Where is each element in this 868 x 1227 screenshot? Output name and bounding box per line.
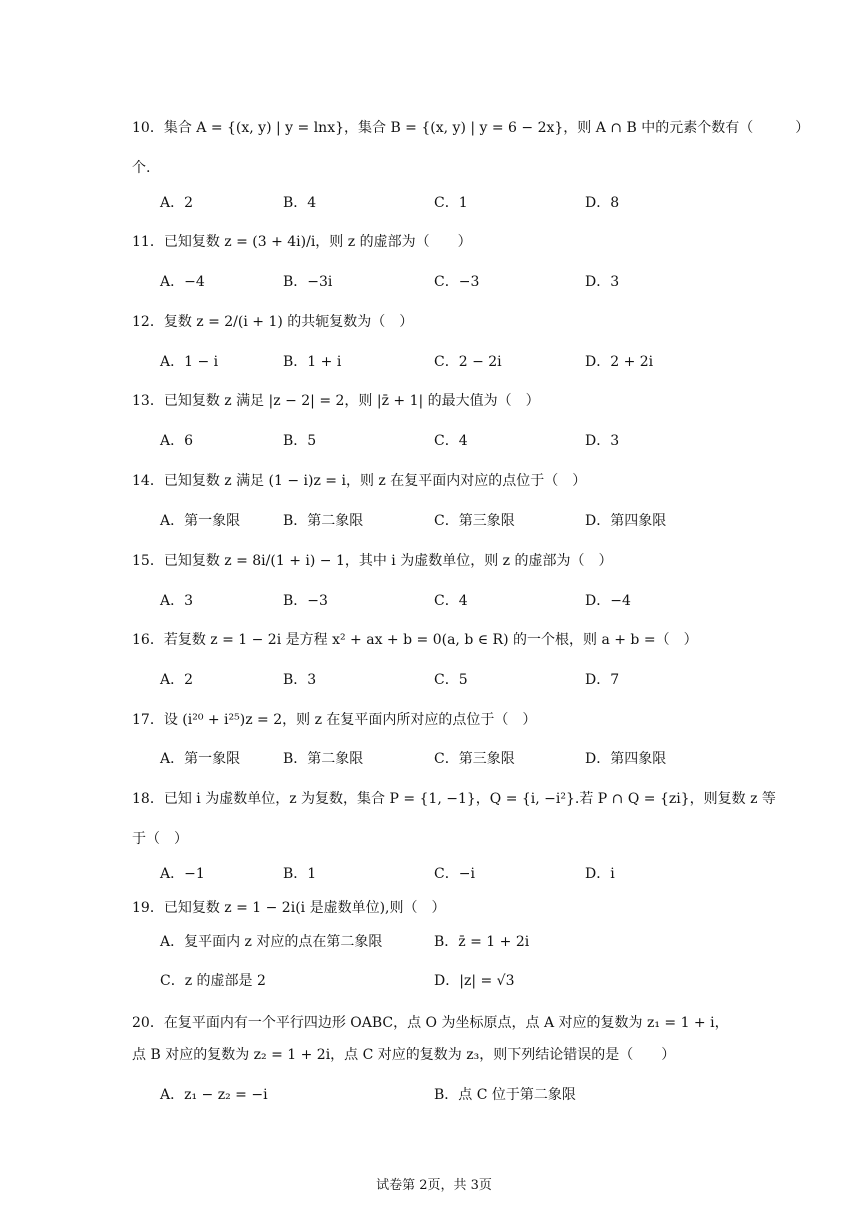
question-18-options	[0, 862, 868, 886]
option-c: C．4	[434, 433, 468, 449]
option-c: C．第三象限	[434, 513, 515, 529]
question-12-options	[0, 350, 868, 374]
question-10-line-2: 个.	[132, 160, 151, 176]
question-10-line-1: 10．集合 A = {(x, y) | y = lnx}，集合 B = {(x, y) | y = 6 − 2x}，则 A ∩ B 中的元素个数有（ ）	[132, 120, 810, 136]
option-b: B．点 C 位于第二象限	[434, 1087, 576, 1103]
option-d: D．3	[585, 433, 620, 449]
option-b: B．z̄ = 1 + 2i	[434, 934, 530, 950]
option-a: A．−1	[160, 866, 205, 882]
question-11-options	[0, 270, 868, 294]
option-b: B．第二象限	[283, 751, 364, 767]
option-a: A．6	[160, 433, 194, 449]
option-c: C．1	[434, 195, 468, 211]
option-b: B．−3i	[283, 274, 333, 290]
question-14-line-1: 14．已知复数 z 满足 (1 − i)z = i，则 z 在复平面内对应的点位于（ ）	[132, 473, 587, 489]
option-a: A．1 − i	[160, 354, 219, 370]
option-d: D．第四象限	[585, 513, 667, 529]
option-b: B．3	[283, 672, 317, 688]
option-d: D．−4	[585, 593, 631, 609]
page-footer: 试卷第 2页，共 3页	[376, 1178, 492, 1193]
option-a: A．2	[160, 195, 194, 211]
question-16-options	[0, 668, 868, 692]
option-a: A．复平面内 z 对应的点在第二象限	[160, 934, 383, 950]
option-c: C．−3	[434, 274, 480, 290]
option-c: C．第三象限	[434, 751, 515, 767]
option-b: B．4	[283, 195, 317, 211]
option-a: A．z₁ − z₂ = −i	[160, 1087, 268, 1103]
option-c: C．5	[434, 672, 468, 688]
question-17-options	[0, 747, 868, 771]
question-13-line-1: 13．已知复数 z 满足 |z − 2| = 2，则 |z̄ + 1| 的最大值为（ ）	[132, 393, 540, 409]
option-c: C．4	[434, 593, 468, 609]
question-19-options-row-1	[0, 930, 868, 954]
option-a: A．第一象限	[160, 751, 241, 767]
question-10-options	[0, 191, 868, 215]
question-18-line-2: 于（ ）	[132, 831, 188, 847]
question-12-line-1: 12．复数 z = 2/(i + 1) 的共轭复数为（ ）	[132, 314, 414, 330]
option-d: D．3	[585, 274, 620, 290]
option-d: D．|z| = √3	[434, 973, 515, 989]
option-d: D．i	[585, 866, 615, 882]
question-17-line-1: 17．设 (i²⁰ + i²⁵)z = 2，则 z 在复平面内所对应的点位于（ ）	[132, 712, 537, 728]
question-13-options	[0, 429, 868, 453]
option-b: B．第二象限	[283, 513, 364, 529]
option-a: A．−4	[160, 274, 205, 290]
question-16-line-1: 16．若复数 z = 1 − 2i 是方程 x² + ax + b = 0(a, b ∈ R) 的一个根，则 a + b =（ ）	[132, 632, 698, 648]
question-14-options	[0, 509, 868, 533]
option-b: B．1	[283, 866, 317, 882]
question-20-line-1: 20．在复平面内有一个平行四边形 OABC，点 O 为坐标原点，点 A 对应的复数为 z₁ = 1 + i，	[132, 1015, 729, 1031]
question-15-line-1: 15．已知复数 z = 8i/(1 + i) − 1，其中 i 为虚数单位，则 z 的虚部为（ ）	[132, 553, 613, 569]
question-19-options-row-2	[0, 969, 868, 993]
option-a: A．2	[160, 672, 194, 688]
question-11-line-1: 11．已知复数 z = (3 + 4i)/i，则 z 的虚部为（ ）	[132, 234, 472, 250]
option-c: C．2 − 2i	[434, 354, 502, 370]
option-c: C．z 的虚部是 2	[160, 973, 266, 989]
option-b: B．−3	[283, 593, 328, 609]
question-15-options	[0, 589, 868, 613]
question-19-line-1: 19．已知复数 z = 1 − 2i(i 是虚数单位),则（ ）	[132, 900, 446, 916]
question-18-line-1: 18．已知 i 为虚数单位，z 为复数，集合 P = {1, −1}，Q = {i, −i²}.若 P ∩ Q = {zi}，则复数 z 等	[132, 791, 776, 807]
option-b: B．1 + i	[283, 354, 342, 370]
option-d: D．2 + 2i	[585, 354, 654, 370]
option-d: D．7	[585, 672, 620, 688]
option-b: B．5	[283, 433, 317, 449]
option-a: A．第一象限	[160, 513, 241, 529]
option-a: A．3	[160, 593, 194, 609]
option-c: C．−i	[434, 866, 475, 882]
option-d: D．第四象限	[585, 751, 667, 767]
question-20-line-2: 点 B 对应的复数为 z₂ = 1 + 2i，点 C 对应的复数为 z₃，则下列结论错误的是（ ）	[132, 1047, 676, 1063]
option-d: D．8	[585, 195, 620, 211]
question-20-options	[0, 1083, 868, 1107]
